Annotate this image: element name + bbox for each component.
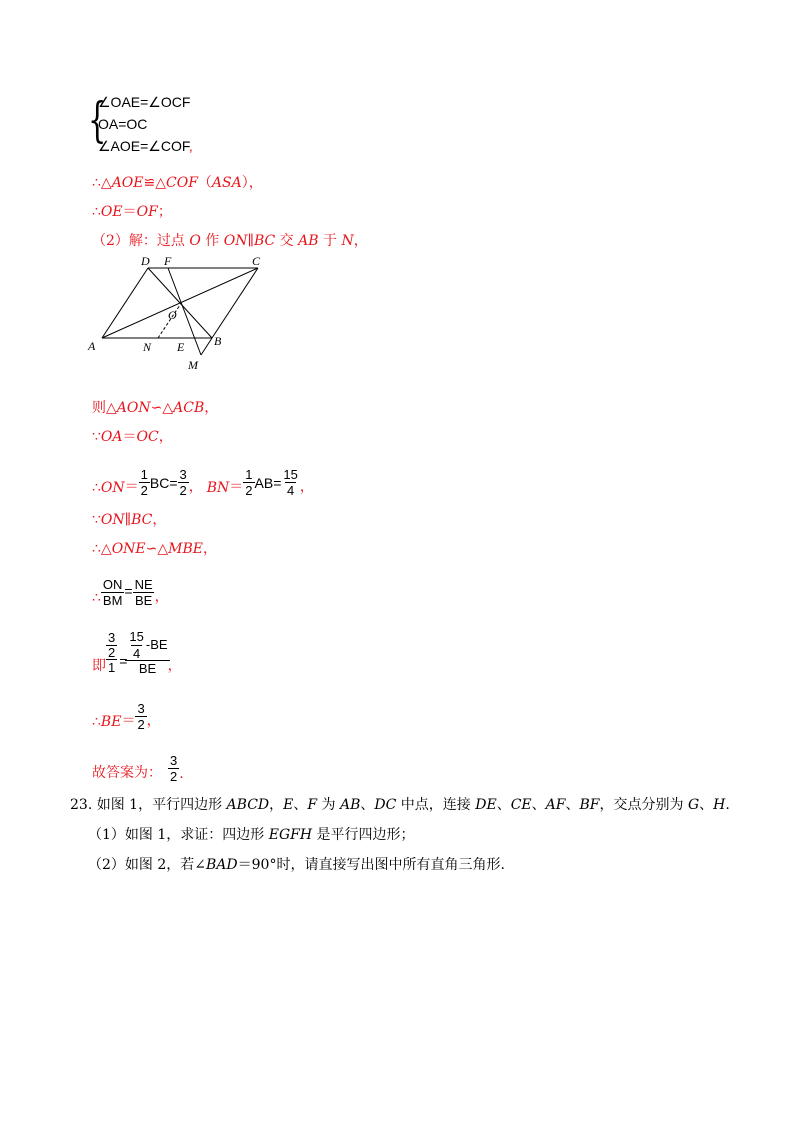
fraction-half-2 (243, 468, 254, 498)
outer-denominator: BE (125, 660, 169, 676)
equation-system (88, 94, 248, 160)
step-on-bn (92, 456, 314, 499)
system-line-2: OA=OC (98, 116, 148, 132)
seg-bn: BN (206, 480, 230, 496)
comma: ， (248, 175, 263, 191)
inner-numerator: 3 (108, 630, 116, 646)
therefore: ∴ (92, 590, 101, 606)
q-text: ，交点分别为 (599, 797, 688, 813)
label-f: F (164, 254, 172, 268)
shape-abcd: ABCD (226, 797, 270, 813)
system-line-1: ∠OAE=∠OCF (98, 94, 191, 110)
parallel: ∥ (124, 512, 132, 528)
comma: ， (167, 658, 182, 674)
comma: ， (188, 479, 203, 495)
similar-symbol: ∽△ (150, 400, 174, 416)
seg-de: DE (475, 797, 497, 813)
numerator: 1 (245, 466, 253, 482)
parallel: ∥ (247, 233, 254, 249)
tri-mbe: MBE (168, 541, 203, 557)
comma: ， (152, 512, 167, 528)
label-d: D (141, 254, 150, 268)
q-text: 如图 1，平行四边形 (96, 797, 227, 813)
point-g: G (687, 797, 700, 813)
equals: ＝ (124, 479, 139, 495)
angle-bad: BAD (206, 857, 238, 873)
seg-oe: OE (100, 204, 123, 220)
label-b: B (214, 334, 222, 348)
question-23-part2 (88, 854, 505, 874)
q-text: 、 (360, 797, 375, 813)
label-o: O (168, 308, 177, 322)
congruent-symbol: ≌△ (143, 175, 166, 191)
label-n: N (143, 340, 152, 354)
seg-oa: OA (100, 429, 123, 445)
system-line-3 (98, 138, 193, 155)
numerator: 3 (179, 466, 187, 482)
fraction-on-bm (101, 578, 125, 608)
tri-aon: AON (116, 400, 151, 416)
q-text: 、 (565, 797, 580, 813)
comma: ， (146, 713, 161, 729)
denominator: 2 (245, 483, 253, 499)
answer-prefix: 故答案为： (92, 765, 162, 781)
tri-aoe: AOE (111, 175, 144, 191)
numerator: 3 (170, 752, 178, 768)
at: 于 (318, 233, 342, 249)
q-text: . (725, 797, 730, 813)
fraction-half (139, 468, 150, 498)
q-text: 、 (293, 797, 308, 813)
label-m: M (188, 358, 198, 372)
therefore: ∴△ (92, 541, 112, 557)
seg-af: AF (545, 797, 566, 813)
question-number: 23. (70, 797, 93, 813)
seg-bc: BC (131, 512, 153, 528)
step-oe-of (92, 201, 172, 221)
seg-of: OF (136, 204, 158, 220)
fraction-three-halves (178, 468, 189, 498)
paren-open: （ (197, 175, 212, 191)
fraction-compound-left (106, 631, 117, 675)
denominator: 2 (140, 483, 148, 499)
part2-text: （2）解：过点 (92, 233, 190, 249)
numerator: NE (134, 576, 153, 592)
namely: 即 (92, 658, 106, 674)
therefore: ∴ (92, 714, 101, 730)
system-line-3-text: ∠AOE=∠COF (98, 138, 189, 154)
step-similar-one (92, 538, 217, 558)
seg-ce: CE (510, 797, 532, 813)
period: . (179, 766, 184, 782)
comma: ， (204, 400, 219, 416)
fraction-three-halves (135, 702, 146, 732)
because: ∵ (92, 512, 101, 528)
bc-eq: BC= (149, 475, 178, 491)
numerator: 15 (129, 629, 144, 645)
seg-dc: DC (374, 797, 397, 813)
q-text: ， (269, 797, 284, 813)
left-brace: { (88, 92, 107, 148)
denominator: 4 (287, 483, 295, 499)
because: ∵ (92, 429, 101, 445)
step-on-parallel-bc (92, 509, 166, 529)
asa: ASA (211, 175, 242, 191)
seg-bf: BF (579, 797, 600, 813)
minus-be: -BE (145, 637, 168, 653)
therefore: ∴△ (92, 175, 112, 191)
denominator: BM (102, 593, 123, 609)
then: 则△ (92, 400, 117, 416)
shape-egfh: EGFH (268, 827, 313, 843)
system-tail: , (188, 138, 193, 154)
denominator: 2 (137, 717, 145, 733)
make: 作 (200, 233, 224, 249)
seg-be: BE (100, 714, 122, 730)
comma: ， (158, 429, 173, 445)
numerator: 15 (283, 466, 298, 482)
q-text: 、 (531, 797, 546, 813)
seg-on: ON (223, 233, 248, 249)
p1-text: 是平行四边形； (312, 827, 415, 843)
numerator: ON (102, 576, 123, 592)
tri-one: ONE (111, 541, 146, 557)
denominator: 4 (133, 645, 141, 661)
inner-denominator: 2 (108, 644, 116, 660)
step-similar-aon (92, 397, 218, 417)
fraction-answer (168, 754, 179, 784)
equals: ＝ (121, 713, 136, 729)
diagonal-db (148, 268, 212, 338)
point-f: F (307, 797, 318, 813)
q-text: 为 (317, 797, 340, 813)
edge-bm (201, 338, 212, 355)
seg-bc: BC (253, 233, 276, 249)
seg-on: ON (100, 480, 125, 496)
numerator: 1 (140, 466, 148, 482)
parallelogram-figure (80, 250, 290, 380)
question-23-part1 (88, 824, 415, 844)
equals: ＝ (122, 204, 137, 220)
step-substitute (92, 620, 182, 680)
seg-ab: AB (298, 233, 319, 249)
tri-acb: ACB (173, 400, 205, 416)
final-answer (92, 740, 184, 785)
step-be-value (92, 690, 161, 733)
point-h: H (713, 797, 726, 813)
equals: = (119, 653, 128, 669)
ab-eq: AB= (254, 475, 282, 491)
fraction-fifteen-quarters (281, 468, 299, 498)
seg-oc: OC (136, 429, 159, 445)
therefore: ∴ (92, 204, 101, 220)
seg-on: ON (100, 512, 125, 528)
equals: ＝ (229, 479, 244, 495)
denominator: 2 (170, 769, 178, 785)
denominator: BE (134, 593, 153, 609)
paren-close: ） (241, 175, 249, 191)
fraction-compound-right (127, 630, 167, 676)
label-c: C (252, 254, 261, 268)
similar-symbol: ∽△ (145, 541, 169, 557)
comma: ， (353, 233, 368, 249)
comma: ， (299, 479, 314, 495)
step-ratio (92, 566, 169, 609)
label-a: A (88, 339, 96, 353)
question-23 (70, 794, 730, 814)
outer-numerator (127, 630, 167, 660)
point-o: O (189, 233, 201, 249)
p2-text: ＝90°时，请直接写出图中所有直角三角形. (237, 857, 505, 873)
q-text: 、 (496, 797, 511, 813)
point-n: N (341, 233, 354, 249)
outer-denominator: 1 (108, 660, 116, 676)
denominator: 2 (179, 483, 187, 499)
step-part2 (92, 230, 368, 250)
q-text: 、 (699, 797, 714, 813)
therefore: ∴ (92, 480, 101, 496)
equals: ＝ (122, 429, 137, 445)
label-e: E (177, 340, 185, 354)
p2-text: （2）如图 2，若∠ (88, 857, 206, 873)
tri-cof: COF (166, 175, 198, 191)
numerator: 3 (137, 700, 145, 716)
comma: ， (202, 541, 217, 557)
semicolon: ； (157, 204, 172, 220)
equals: = (124, 583, 133, 599)
point-e: E (283, 797, 294, 813)
intersect: 交 (275, 233, 299, 249)
step-oa-oc (92, 426, 173, 446)
q-text: 中点，连接 (396, 797, 476, 813)
step-congruent (92, 172, 263, 192)
seg-ab: AB (340, 797, 361, 813)
comma: ， (154, 589, 169, 605)
fraction-fifteen-quarters (127, 630, 145, 660)
fraction-ne-be (133, 578, 155, 608)
p1-text: （1）如图 1，求证：四边形 (88, 827, 269, 843)
